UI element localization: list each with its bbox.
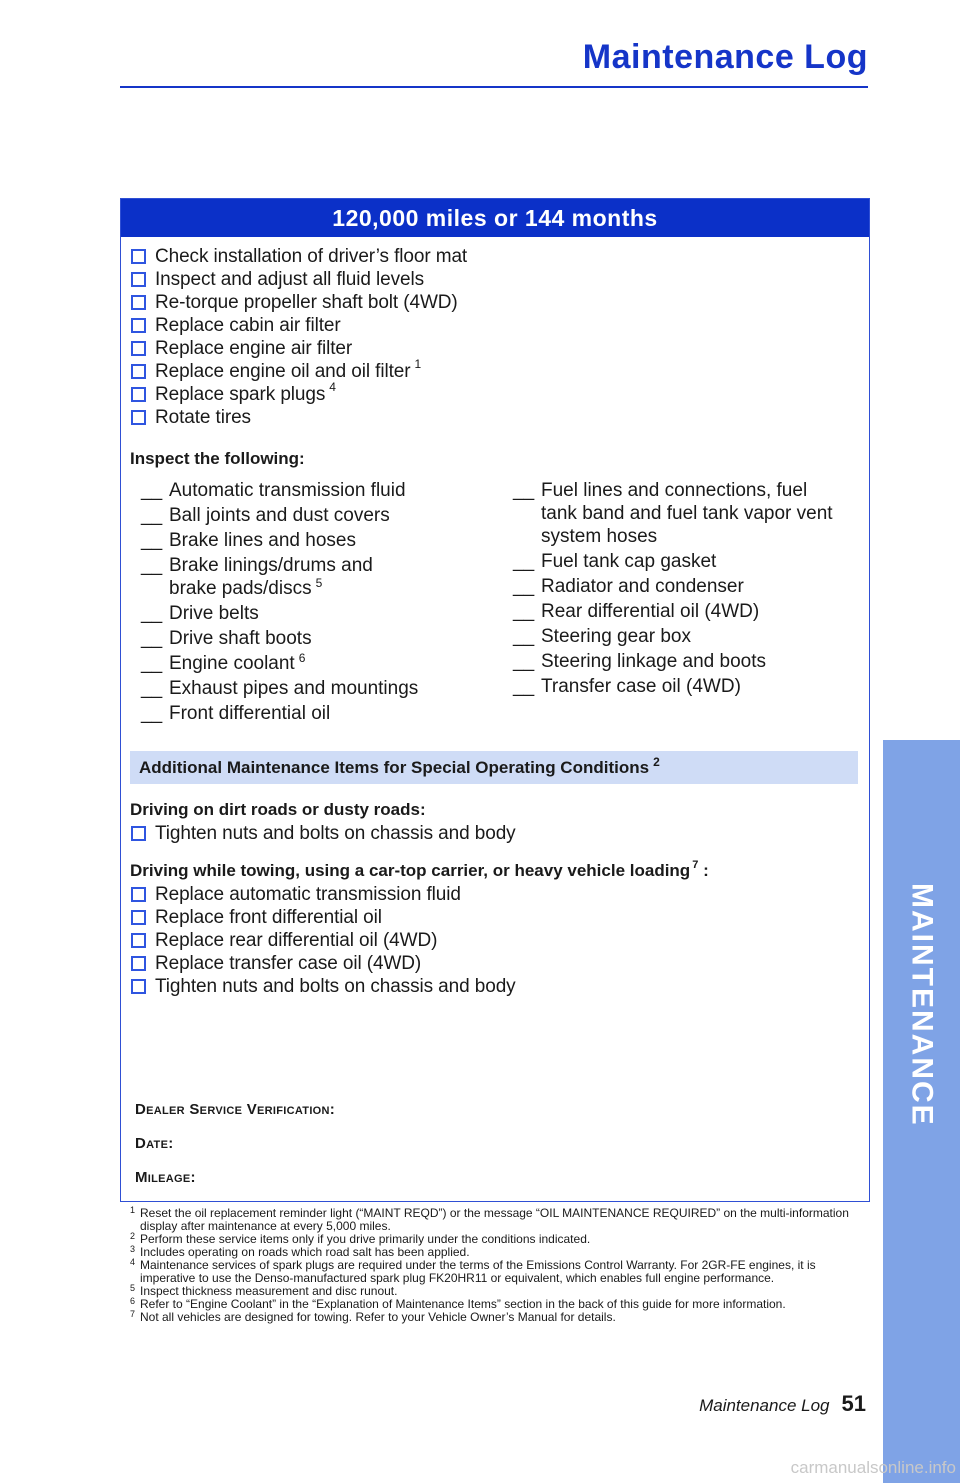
inspect-item: __ Brake lines and hoses [141, 530, 356, 551]
maintenance-interval-box [120, 198, 870, 1202]
inspect-item: __ Ball joints and dust covers [141, 505, 390, 526]
towing-heading: Driving while towing, using a car-top carrier, or heavy vehicle loading $^7$ : [130, 859, 709, 880]
inspect-item: __ Drive shaft boots [141, 628, 312, 649]
footnotes [130, 1207, 863, 1324]
watermark: carmanualsonline.info [790, 1458, 956, 1477]
checkbox[interactable] [131, 956, 146, 971]
dealer-verification [135, 1101, 335, 1203]
task-item: Tighten nuts and bolts on chassis and body [131, 822, 869, 845]
checkbox[interactable] [131, 249, 146, 264]
checkbox[interactable] [131, 387, 146, 402]
checkbox[interactable] [131, 910, 146, 925]
inspect-item: __ Steering linkage and boots [513, 651, 766, 672]
task-item: Inspect and adjust all fluid levels [131, 268, 869, 291]
checkbox[interactable] [131, 826, 146, 841]
checkbox[interactable] [131, 410, 146, 425]
footer-section-label: Maintenance Log [699, 1396, 830, 1415]
inspect-item: __ Fuel tank cap gasket [513, 551, 717, 572]
dirt-roads-checklist [121, 822, 869, 845]
side-tab-label: MAINTENANCE [905, 883, 939, 1127]
task-item: Rotate tires [131, 406, 869, 429]
footnote: 4 Maintenance services of spark plugs are required under the terms of the Emissions Control Warranty. For 2GR-FE engines, it is imperative to use the Denso-manufactured spark plug FK20HR11 or equivalent, which enables full engine performance. [130, 1257, 816, 1285]
dirt-roads-heading: Driving on dirt roads or dusty roads: [130, 800, 426, 819]
inspect-item: __ Exhaust pipes and mountings [141, 678, 419, 699]
footnote: 7 Not all vehicles are designed for towing. Refer to your Vehicle Owner’s Manual for details. [130, 1309, 616, 1324]
page-footer [699, 1391, 866, 1417]
title-rule [120, 86, 868, 88]
task-checklist [121, 245, 869, 429]
footnote: 2 Perform these service items only if you drive primarily under the conditions indicated. [130, 1231, 591, 1246]
task-item: Replace cabin air filter [131, 314, 869, 337]
footnote-ref: 2 [653, 755, 660, 769]
task-item: Replace engine oil and oil filter $^1$ [131, 360, 869, 383]
inspect-list-left [141, 479, 513, 727]
footnote-ref: 4 [329, 380, 336, 394]
section-side-tab[interactable] [883, 740, 960, 1483]
page-title: Maintenance Log [582, 38, 868, 76]
checkbox[interactable] [131, 341, 146, 356]
checkbox[interactable] [131, 887, 146, 902]
dealer-service-verification-label[interactable]: Dealer Service Verification: [135, 1101, 336, 1118]
footnote: 5 Inspect thickness measurement and disc runout. [130, 1283, 398, 1298]
inspect-heading: Inspect the following: [130, 449, 305, 468]
footnote: 1 Reset the oil replacement reminder light (“MAINT REQD”) or the message “OIL MAINTENANCE REQUIRED” on the multi-information display after maintenance at every 5,000 miles. [130, 1205, 849, 1233]
page-number: 51 [841, 1391, 866, 1416]
task-item: Replace automatic transmission fluid [131, 883, 869, 906]
footnote-ref: 1 [414, 357, 422, 371]
inspect-item: __ Drive belts [141, 603, 259, 624]
interval-title: 120,000 miles or 144 months [121, 199, 869, 237]
checkbox[interactable] [131, 295, 146, 310]
inspect-item: __ Fuel lines and connections, fuel tank band and fuel tank vapor vent system hoses [513, 480, 833, 547]
mileage-label[interactable]: Mileage: [135, 1169, 196, 1186]
inspect-item: __ Front differential oil [141, 703, 331, 724]
task-item: Check installation of driver’s floor mat [131, 245, 869, 268]
task-item: Replace front differential oil [131, 906, 869, 929]
checkbox[interactable] [131, 318, 146, 333]
inspect-item: __ Rear differential oil (4WD) [513, 601, 760, 622]
inspect-list-right [513, 479, 853, 727]
footnote-ref: 5 [315, 576, 323, 590]
footnote: 3 Includes operating on roads which road salt has been applied. [130, 1244, 470, 1259]
footnote: 6 Refer to “Engine Coolant” in the “Explanation of Maintenance Items” section in the back of this guide for more information. [130, 1296, 786, 1311]
task-item: Replace engine air filter [131, 337, 869, 360]
inspect-item: __ Engine coolant $^6$ [141, 651, 306, 674]
special-conditions-band: Additional Maintenance Items for Special Operating Conditions $^2$ [130, 751, 858, 784]
inspect-item: __ Steering gear box [513, 626, 691, 647]
inspect-item: __ Radiator and condenser [513, 576, 744, 597]
task-item: Replace spark plugs $^4$ [131, 383, 869, 406]
footnote-ref: 7 [692, 859, 699, 871]
checkbox[interactable] [131, 979, 146, 994]
inspect-columns [121, 479, 869, 727]
checkbox[interactable] [131, 933, 146, 948]
task-item: Replace transfer case oil (4WD) [131, 952, 869, 975]
date-label[interactable]: Date: [135, 1135, 174, 1152]
checkbox[interactable] [131, 272, 146, 287]
inspect-item: __ Transfer case oil (4WD) [513, 676, 741, 697]
task-item: Tighten nuts and bolts on chassis and body [131, 975, 869, 998]
towing-checklist [121, 883, 869, 998]
footnote-ref: 6 [298, 651, 306, 665]
task-item: Re-torque propeller shaft bolt (4WD) [131, 291, 869, 314]
inspect-item: __ Brake linings/drums and brake pads/discs $^5$ [141, 555, 373, 599]
inspect-item: __ Automatic transmission fluid [141, 480, 406, 501]
task-item: Replace rear differential oil (4WD) [131, 929, 869, 952]
checkbox[interactable] [131, 364, 146, 379]
